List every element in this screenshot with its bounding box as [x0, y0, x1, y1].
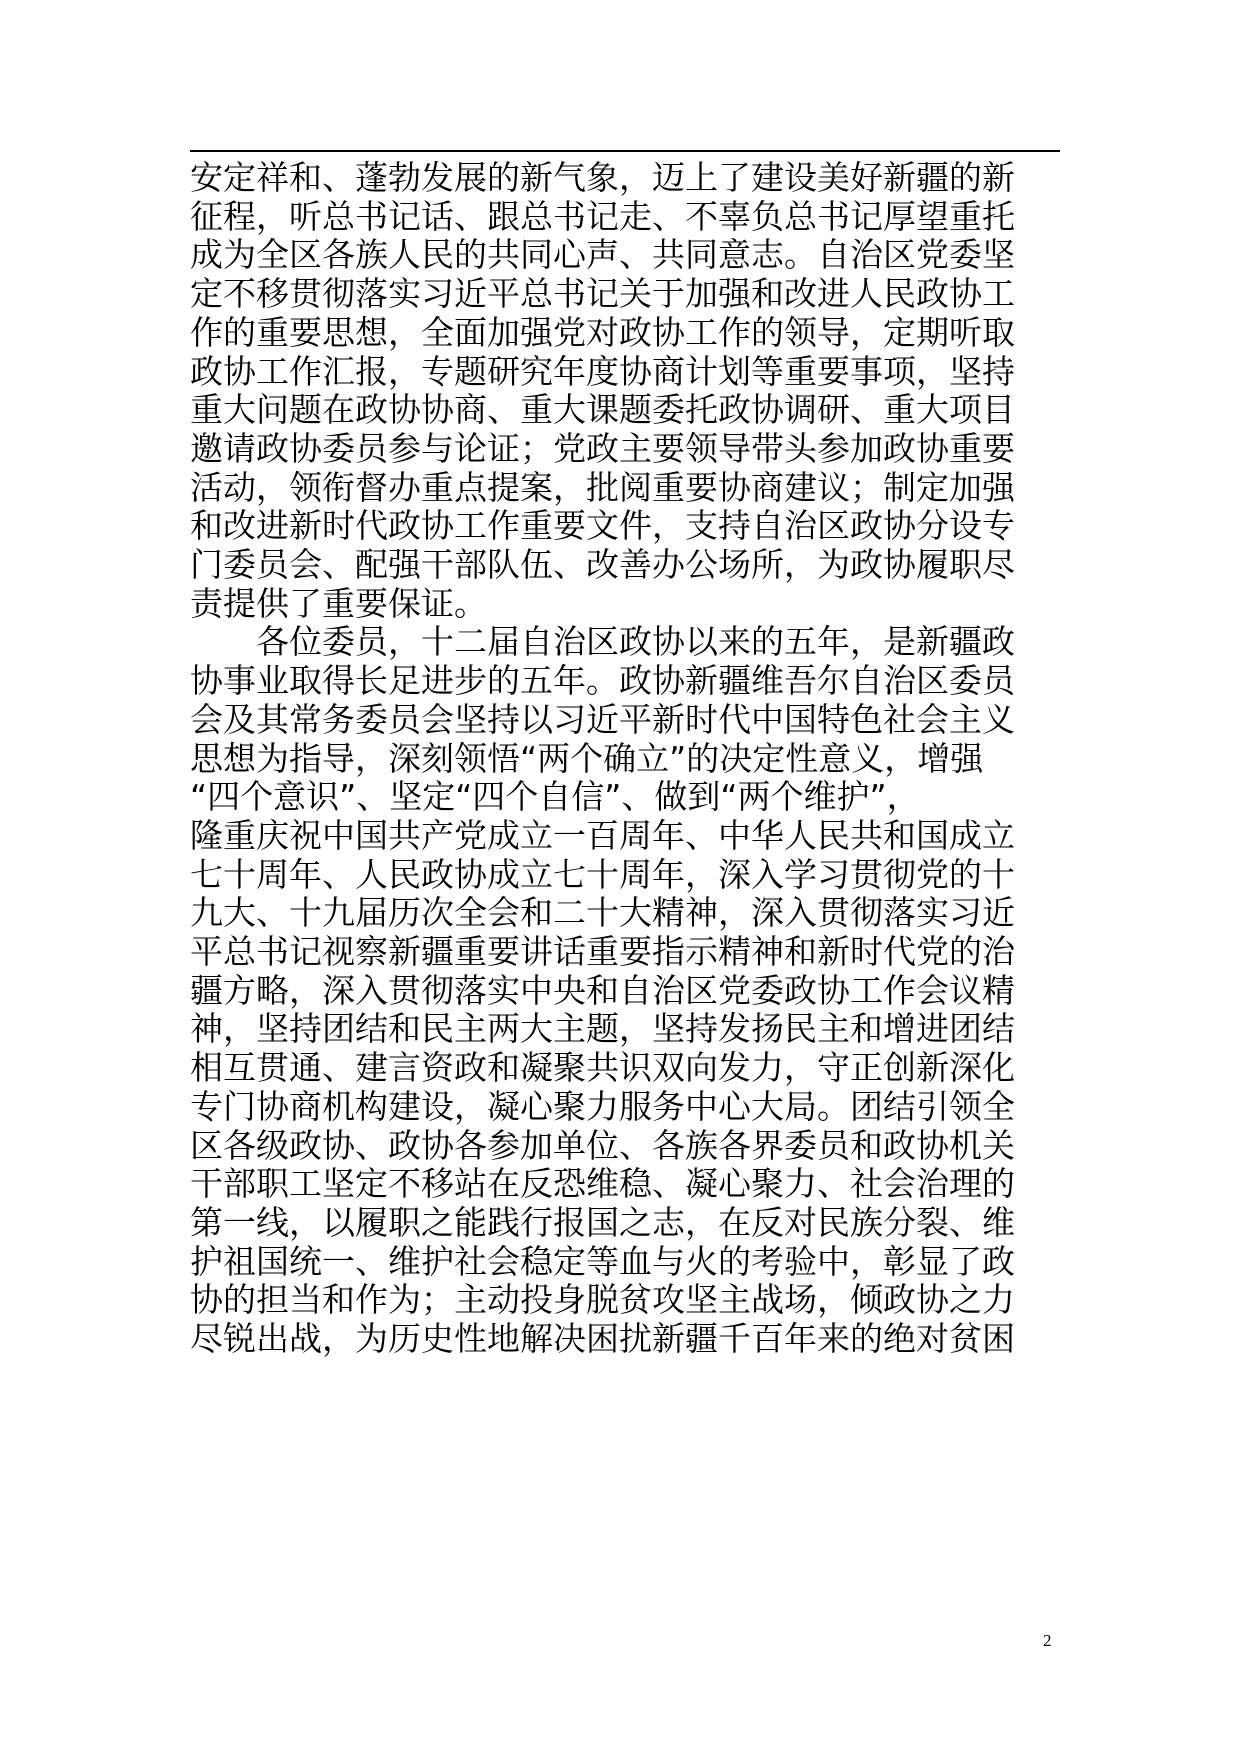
text-line: 尽锐出战，为历史性地解决困扰新疆千百年来的绝对贫困	[190, 1319, 1015, 1358]
text-line: “四个意识”、坚定“四个自信”、做到“两个维护”，	[190, 777, 920, 817]
text-line: 思想为指导，深刻领悟“两个确立”的决定性意义，增强	[190, 738, 984, 778]
text-line: 专门协商机构建设，凝心聚力服务中心大局。团结引领全	[190, 1086, 1015, 1126]
text-line: 区各级政协、政协各参加单位、各族各界委员和政协机关	[190, 1125, 1015, 1165]
text-line: 各位委员，十二届自治区政协以来的五年，是新疆政	[190, 622, 1015, 662]
text-line: 责提供了重要保证。	[190, 583, 487, 623]
text-line: 护祖国统一、维护社会稳定等血与火的考验中，彰显了政	[190, 1241, 1015, 1281]
text-line: 征程，听总书记话、跟总书记走、不辜负总书记厚望重托	[190, 196, 1015, 236]
text-line: 协的担当和作为；主动投身脱贫攻坚主战场，倾政协之力	[190, 1280, 1015, 1320]
text-line: 和改进新时代政协工作重要文件，支持自治区政协分设专	[190, 506, 1015, 546]
text-line: 定不移贯彻落实习近平总书记关于加强和改进人民政协工	[190, 274, 1015, 314]
text-line: 隆重庆祝中国共产党成立一百周年、中华人民共和国成立	[190, 815, 1015, 855]
text-line: 协事业取得长足进步的五年。政协新疆维吾尔自治区委员	[190, 661, 1015, 701]
text-line: 九大、十九届历次全会和二十大精神，深入贯彻落实习近	[190, 893, 1015, 933]
text-line: 干部职工坚定不移站在反恐维稳、凝心聚力、社会治理的	[190, 1164, 1015, 1204]
text-line: 第一线，以履职之能践行报国之志，在反对民族分裂、维	[190, 1202, 1015, 1242]
text-line: 平总书记视察新疆重要讲话重要指示精神和新时代党的治	[190, 932, 1015, 971]
text-line: 安定祥和、蓬勃发展的新气象，迈上了建设美好新疆的新	[190, 158, 1015, 197]
text-line: 神，坚持团结和民主两大主题，坚持发扬民主和增进团结	[190, 1009, 1015, 1049]
text-line: 会及其常务委员会坚持以习近平新时代中国特色社会主义	[190, 699, 1015, 739]
text-line: 活动，领衔督办重点提案，批阅重要协商建议；制定加强	[190, 467, 1015, 507]
text-line: 七十周年、人民政协成立七十周年，深入学习贯彻党的十	[190, 854, 1015, 894]
text-line: 门委员会、配强干部队伍、改善办公场所，为政协履职尽	[190, 545, 1015, 584]
text-line: 重大问题在政协协商、重大课题委托政协调研、重大项目	[190, 390, 1015, 430]
text-line: 作的重要思想，全面加强党对政协工作的领导，定期听取	[190, 312, 1015, 352]
text-line: 邀请政协委员参与论证；党政主要领导带头参加政协重要	[190, 428, 1015, 468]
text-line: 疆方略，深入贯彻落实中央和自治区党委政协工作会议精	[190, 970, 1015, 1010]
text-line: 政协工作汇报，专题研究年度协商计划等重要事项，坚持	[190, 351, 1015, 391]
page-number: 2	[1043, 1631, 1052, 1650]
text-line: 相互贯通、建言资政和凝聚共识双向发力，守正创新深化	[190, 1048, 1015, 1088]
header-rule	[190, 150, 1060, 152]
text-line: 成为全区各族人民的共同心声、共同意志。自治区党委坚	[190, 235, 1015, 275]
